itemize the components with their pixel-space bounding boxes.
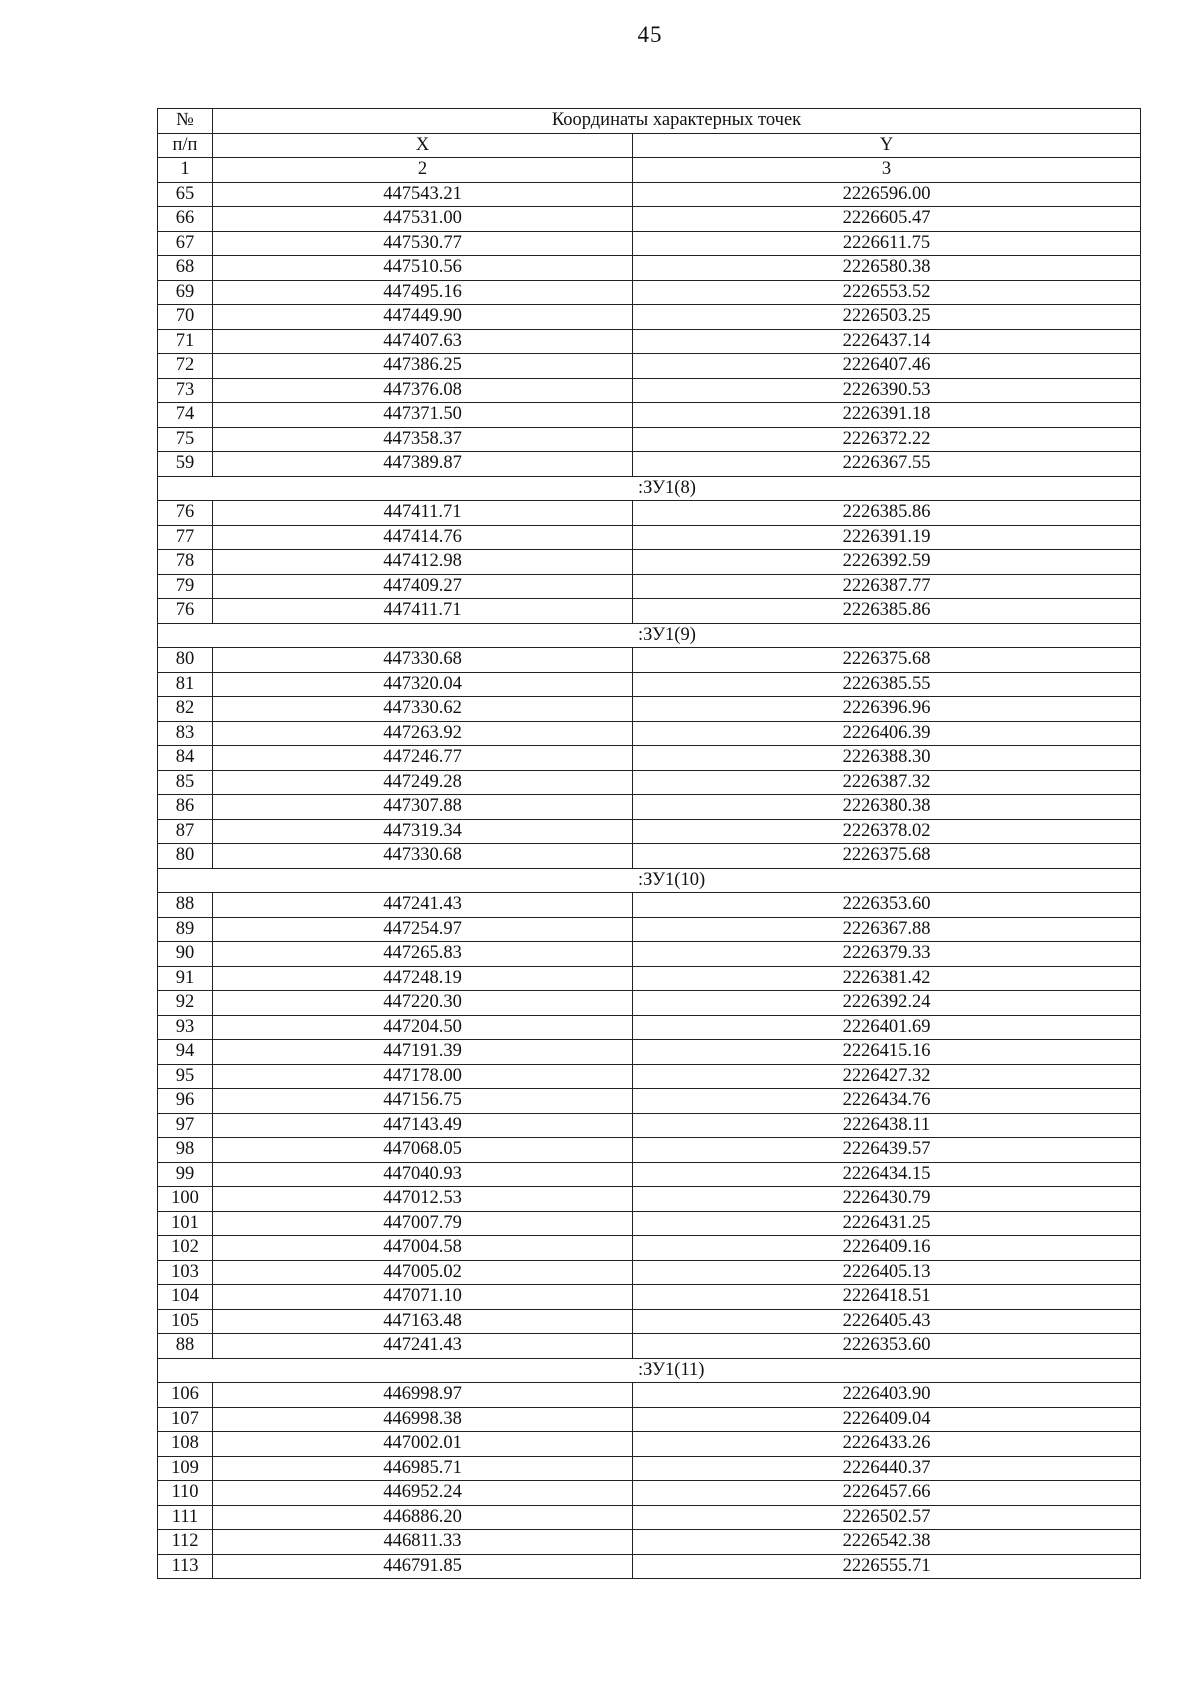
table-row bbox=[158, 280, 1141, 305]
header-coords-title: Координаты характерных точек bbox=[213, 109, 1141, 134]
x-coordinate-cell: 447004.58 bbox=[213, 1236, 633, 1261]
x-coordinate-cell: 447002.01 bbox=[213, 1432, 633, 1457]
x-coordinate-cell: 447178.00 bbox=[213, 1064, 633, 1089]
table-row bbox=[158, 501, 1141, 526]
point-number-cell: 66 bbox=[158, 207, 213, 232]
table-row bbox=[158, 599, 1141, 624]
x-coordinate-cell: 447531.00 bbox=[213, 207, 633, 232]
section-row bbox=[158, 868, 1141, 893]
x-coordinate-cell: 446886.20 bbox=[213, 1505, 633, 1530]
point-number-cell: 84 bbox=[158, 746, 213, 771]
y-coordinate-cell: 2226375.68 bbox=[633, 648, 1141, 673]
point-number-cell: 80 bbox=[158, 648, 213, 673]
section-label: :ЗУ1(9) bbox=[158, 623, 1141, 648]
point-number-cell: 77 bbox=[158, 525, 213, 550]
x-coordinate-cell: 447412.98 bbox=[213, 550, 633, 575]
y-coordinate-cell: 2226502.57 bbox=[633, 1505, 1141, 1530]
point-number-cell: 98 bbox=[158, 1138, 213, 1163]
x-coordinate-cell: 447320.04 bbox=[213, 672, 633, 697]
point-number-cell: 86 bbox=[158, 795, 213, 820]
point-number-cell: 88 bbox=[158, 893, 213, 918]
y-coordinate-cell: 2226555.71 bbox=[633, 1554, 1141, 1579]
y-coordinate-cell: 2226438.11 bbox=[633, 1113, 1141, 1138]
point-number-cell: 111 bbox=[158, 1505, 213, 1530]
y-coordinate-cell: 2226542.38 bbox=[633, 1530, 1141, 1555]
table-row bbox=[158, 1407, 1141, 1432]
table-row bbox=[158, 182, 1141, 207]
y-coordinate-cell: 2226439.57 bbox=[633, 1138, 1141, 1163]
table-row bbox=[158, 1089, 1141, 1114]
table-row bbox=[158, 378, 1141, 403]
y-coordinate-cell: 2226427.32 bbox=[633, 1064, 1141, 1089]
point-number-cell: 87 bbox=[158, 819, 213, 844]
point-number-cell: 69 bbox=[158, 280, 213, 305]
y-coordinate-cell: 2226580.38 bbox=[633, 256, 1141, 281]
x-coordinate-cell: 447330.68 bbox=[213, 648, 633, 673]
y-coordinate-cell: 2226405.13 bbox=[633, 1260, 1141, 1285]
section-label: :ЗУ1(11) bbox=[158, 1358, 1141, 1383]
table-row bbox=[158, 746, 1141, 771]
y-coordinate-cell: 2226391.18 bbox=[633, 403, 1141, 428]
table-row bbox=[158, 819, 1141, 844]
x-coordinate-cell: 447204.50 bbox=[213, 1015, 633, 1040]
x-coordinate-cell: 447241.43 bbox=[213, 893, 633, 918]
point-number-cell: 76 bbox=[158, 599, 213, 624]
point-number-cell: 89 bbox=[158, 917, 213, 942]
table-row bbox=[158, 1505, 1141, 1530]
x-coordinate-cell: 447241.43 bbox=[213, 1334, 633, 1359]
point-number-cell: 72 bbox=[158, 354, 213, 379]
x-coordinate-cell: 447254.97 bbox=[213, 917, 633, 942]
point-number-cell: 71 bbox=[158, 329, 213, 354]
table-row bbox=[158, 256, 1141, 281]
section-row bbox=[158, 623, 1141, 648]
x-coordinate-cell: 447246.77 bbox=[213, 746, 633, 771]
x-coordinate-cell: 447265.83 bbox=[213, 942, 633, 967]
section-row bbox=[158, 1358, 1141, 1383]
point-number-cell: 99 bbox=[158, 1162, 213, 1187]
x-coordinate-cell: 447414.76 bbox=[213, 525, 633, 550]
y-coordinate-cell: 2226409.04 bbox=[633, 1407, 1141, 1432]
x-coordinate-cell: 447005.02 bbox=[213, 1260, 633, 1285]
table-row bbox=[158, 966, 1141, 991]
table-row bbox=[158, 1236, 1141, 1261]
point-number-cell: 96 bbox=[158, 1089, 213, 1114]
point-number-cell: 90 bbox=[158, 942, 213, 967]
table-row bbox=[158, 648, 1141, 673]
x-coordinate-cell: 447307.88 bbox=[213, 795, 633, 820]
header-x: X bbox=[213, 133, 633, 158]
table-row bbox=[158, 1309, 1141, 1334]
y-coordinate-cell: 2226434.76 bbox=[633, 1089, 1141, 1114]
y-coordinate-cell: 2226403.90 bbox=[633, 1383, 1141, 1408]
x-coordinate-cell: 447495.16 bbox=[213, 280, 633, 305]
table-row bbox=[158, 452, 1141, 477]
x-coordinate-cell: 447248.19 bbox=[213, 966, 633, 991]
coordinates-table bbox=[157, 108, 1141, 1579]
table-row bbox=[158, 1113, 1141, 1138]
x-coordinate-cell: 447007.79 bbox=[213, 1211, 633, 1236]
point-number-cell: 79 bbox=[158, 574, 213, 599]
x-coordinate-cell: 447411.71 bbox=[213, 599, 633, 624]
table-row bbox=[158, 1015, 1141, 1040]
table-row bbox=[158, 207, 1141, 232]
x-coordinate-cell: 447371.50 bbox=[213, 403, 633, 428]
table-row bbox=[158, 844, 1141, 869]
x-coordinate-cell: 447411.71 bbox=[213, 501, 633, 526]
point-number-cell: 82 bbox=[158, 697, 213, 722]
point-number-cell: 106 bbox=[158, 1383, 213, 1408]
point-number-cell: 105 bbox=[158, 1309, 213, 1334]
point-number-cell: 88 bbox=[158, 1334, 213, 1359]
x-coordinate-cell: 447409.27 bbox=[213, 574, 633, 599]
x-coordinate-cell: 447040.93 bbox=[213, 1162, 633, 1187]
point-number-cell: 110 bbox=[158, 1481, 213, 1506]
y-coordinate-cell: 2226457.66 bbox=[633, 1481, 1141, 1506]
point-number-cell: 108 bbox=[158, 1432, 213, 1457]
y-coordinate-cell: 2226596.00 bbox=[633, 182, 1141, 207]
y-coordinate-cell: 2226611.75 bbox=[633, 231, 1141, 256]
y-coordinate-cell: 2226391.19 bbox=[633, 525, 1141, 550]
x-coordinate-cell: 447163.48 bbox=[213, 1309, 633, 1334]
x-coordinate-cell: 447330.68 bbox=[213, 844, 633, 869]
y-coordinate-cell: 2226406.39 bbox=[633, 721, 1141, 746]
point-number-cell: 113 bbox=[158, 1554, 213, 1579]
table-body bbox=[158, 182, 1141, 1579]
point-number-cell: 92 bbox=[158, 991, 213, 1016]
y-coordinate-cell: 2226415.16 bbox=[633, 1040, 1141, 1065]
table-row bbox=[158, 795, 1141, 820]
point-number-cell: 94 bbox=[158, 1040, 213, 1065]
x-coordinate-cell: 447263.92 bbox=[213, 721, 633, 746]
x-coordinate-cell: 446791.85 bbox=[213, 1554, 633, 1579]
table-row bbox=[158, 1285, 1141, 1310]
table-row bbox=[158, 1456, 1141, 1481]
x-coordinate-cell: 447510.56 bbox=[213, 256, 633, 281]
point-number-cell: 112 bbox=[158, 1530, 213, 1555]
x-coordinate-cell: 447407.63 bbox=[213, 329, 633, 354]
y-coordinate-cell: 2226385.86 bbox=[633, 599, 1141, 624]
table-row bbox=[158, 942, 1141, 967]
table-row bbox=[158, 354, 1141, 379]
table-row bbox=[158, 1432, 1141, 1457]
point-number-cell: 65 bbox=[158, 182, 213, 207]
table-row bbox=[158, 550, 1141, 575]
y-coordinate-cell: 2226375.68 bbox=[633, 844, 1141, 869]
table-row bbox=[158, 403, 1141, 428]
header-num-bottom: п/п bbox=[158, 133, 213, 158]
table-row bbox=[158, 672, 1141, 697]
x-coordinate-cell: 447319.34 bbox=[213, 819, 633, 844]
x-coordinate-cell: 446952.24 bbox=[213, 1481, 633, 1506]
y-coordinate-cell: 2226401.69 bbox=[633, 1015, 1141, 1040]
point-number-cell: 109 bbox=[158, 1456, 213, 1481]
point-number-cell: 104 bbox=[158, 1285, 213, 1310]
y-coordinate-cell: 2226380.38 bbox=[633, 795, 1141, 820]
table-row bbox=[158, 1554, 1141, 1579]
point-number-cell: 107 bbox=[158, 1407, 213, 1432]
y-coordinate-cell: 2226367.88 bbox=[633, 917, 1141, 942]
x-coordinate-cell: 447012.53 bbox=[213, 1187, 633, 1212]
point-number-cell: 101 bbox=[158, 1211, 213, 1236]
y-coordinate-cell: 2226385.86 bbox=[633, 501, 1141, 526]
x-coordinate-cell: 447071.10 bbox=[213, 1285, 633, 1310]
x-coordinate-cell: 447330.62 bbox=[213, 697, 633, 722]
header-num-top: № bbox=[158, 109, 213, 134]
x-coordinate-cell: 447249.28 bbox=[213, 770, 633, 795]
x-coordinate-cell: 447156.75 bbox=[213, 1089, 633, 1114]
y-coordinate-cell: 2226433.26 bbox=[633, 1432, 1141, 1457]
y-coordinate-cell: 2226430.79 bbox=[633, 1187, 1141, 1212]
header-col-index-2: 2 bbox=[213, 158, 633, 183]
table-row bbox=[158, 574, 1141, 599]
table-row bbox=[158, 1260, 1141, 1285]
y-coordinate-cell: 2226434.15 bbox=[633, 1162, 1141, 1187]
point-number-cell: 103 bbox=[158, 1260, 213, 1285]
y-coordinate-cell: 2226390.53 bbox=[633, 378, 1141, 403]
point-number-cell: 102 bbox=[158, 1236, 213, 1261]
x-coordinate-cell: 447191.39 bbox=[213, 1040, 633, 1065]
table-row bbox=[158, 427, 1141, 452]
section-row bbox=[158, 476, 1141, 501]
table-row bbox=[158, 991, 1141, 1016]
x-coordinate-cell: 447068.05 bbox=[213, 1138, 633, 1163]
y-coordinate-cell: 2226405.43 bbox=[633, 1309, 1141, 1334]
table-row bbox=[158, 231, 1141, 256]
y-coordinate-cell: 2226353.60 bbox=[633, 1334, 1141, 1359]
y-coordinate-cell: 2226367.55 bbox=[633, 452, 1141, 477]
header-col-index-1: 1 bbox=[158, 158, 213, 183]
table-row bbox=[158, 893, 1141, 918]
page-number: 45 bbox=[637, 22, 663, 47]
table-row bbox=[158, 1530, 1141, 1555]
table-row bbox=[158, 770, 1141, 795]
point-number-cell: 100 bbox=[158, 1187, 213, 1212]
y-coordinate-cell: 2226379.33 bbox=[633, 942, 1141, 967]
point-number-cell: 76 bbox=[158, 501, 213, 526]
x-coordinate-cell: 447543.21 bbox=[213, 182, 633, 207]
table-row bbox=[158, 1383, 1141, 1408]
point-number-cell: 93 bbox=[158, 1015, 213, 1040]
point-number-cell: 68 bbox=[158, 256, 213, 281]
x-coordinate-cell: 446998.38 bbox=[213, 1407, 633, 1432]
header-col-index-3: 3 bbox=[633, 158, 1141, 183]
y-coordinate-cell: 2226381.42 bbox=[633, 966, 1141, 991]
table-row bbox=[158, 721, 1141, 746]
table-row bbox=[158, 1211, 1141, 1236]
point-number-cell: 59 bbox=[158, 452, 213, 477]
y-coordinate-cell: 2226372.22 bbox=[633, 427, 1141, 452]
table-row bbox=[158, 917, 1141, 942]
y-coordinate-cell: 2226440.37 bbox=[633, 1456, 1141, 1481]
x-coordinate-cell: 447386.25 bbox=[213, 354, 633, 379]
point-number-cell: 67 bbox=[158, 231, 213, 256]
table-row bbox=[158, 1064, 1141, 1089]
y-coordinate-cell: 2226431.25 bbox=[633, 1211, 1141, 1236]
x-coordinate-cell: 446998.97 bbox=[213, 1383, 633, 1408]
table-row bbox=[158, 1040, 1141, 1065]
y-coordinate-cell: 2226605.47 bbox=[633, 207, 1141, 232]
y-coordinate-cell: 2226353.60 bbox=[633, 893, 1141, 918]
x-coordinate-cell: 447530.77 bbox=[213, 231, 633, 256]
x-coordinate-cell: 446985.71 bbox=[213, 1456, 633, 1481]
header-y: Y bbox=[633, 133, 1141, 158]
point-number-cell: 73 bbox=[158, 378, 213, 403]
y-coordinate-cell: 2226392.59 bbox=[633, 550, 1141, 575]
point-number-cell: 78 bbox=[158, 550, 213, 575]
y-coordinate-cell: 2226396.96 bbox=[633, 697, 1141, 722]
y-coordinate-cell: 2226418.51 bbox=[633, 1285, 1141, 1310]
y-coordinate-cell: 2226387.77 bbox=[633, 574, 1141, 599]
table-row bbox=[158, 1138, 1141, 1163]
y-coordinate-cell: 2226409.16 bbox=[633, 1236, 1141, 1261]
y-coordinate-cell: 2226407.46 bbox=[633, 354, 1141, 379]
table-header bbox=[158, 109, 1141, 183]
section-label: :ЗУ1(8) bbox=[158, 476, 1141, 501]
x-coordinate-cell: 447143.49 bbox=[213, 1113, 633, 1138]
section-label: :ЗУ1(10) bbox=[158, 868, 1141, 893]
x-coordinate-cell: 447449.90 bbox=[213, 305, 633, 330]
point-number-cell: 75 bbox=[158, 427, 213, 452]
y-coordinate-cell: 2226378.02 bbox=[633, 819, 1141, 844]
point-number-cell: 95 bbox=[158, 1064, 213, 1089]
y-coordinate-cell: 2226392.24 bbox=[633, 991, 1141, 1016]
point-number-cell: 70 bbox=[158, 305, 213, 330]
point-number-cell: 74 bbox=[158, 403, 213, 428]
table-row bbox=[158, 1481, 1141, 1506]
point-number-cell: 85 bbox=[158, 770, 213, 795]
y-coordinate-cell: 2226553.52 bbox=[633, 280, 1141, 305]
point-number-cell: 91 bbox=[158, 966, 213, 991]
y-coordinate-cell: 2226437.14 bbox=[633, 329, 1141, 354]
table-row bbox=[158, 1187, 1141, 1212]
x-coordinate-cell: 446811.33 bbox=[213, 1530, 633, 1555]
table-row bbox=[158, 525, 1141, 550]
y-coordinate-cell: 2226387.32 bbox=[633, 770, 1141, 795]
x-coordinate-cell: 447376.08 bbox=[213, 378, 633, 403]
x-coordinate-cell: 447220.30 bbox=[213, 991, 633, 1016]
x-coordinate-cell: 447358.37 bbox=[213, 427, 633, 452]
point-number-cell: 80 bbox=[158, 844, 213, 869]
y-coordinate-cell: 2226388.30 bbox=[633, 746, 1141, 771]
table-row bbox=[158, 305, 1141, 330]
point-number-cell: 97 bbox=[158, 1113, 213, 1138]
point-number-cell: 81 bbox=[158, 672, 213, 697]
table-row bbox=[158, 697, 1141, 722]
x-coordinate-cell: 447389.87 bbox=[213, 452, 633, 477]
table-row bbox=[158, 329, 1141, 354]
table-row bbox=[158, 1162, 1141, 1187]
y-coordinate-cell: 2226503.25 bbox=[633, 305, 1141, 330]
table-row bbox=[158, 1334, 1141, 1359]
y-coordinate-cell: 2226385.55 bbox=[633, 672, 1141, 697]
point-number-cell: 83 bbox=[158, 721, 213, 746]
